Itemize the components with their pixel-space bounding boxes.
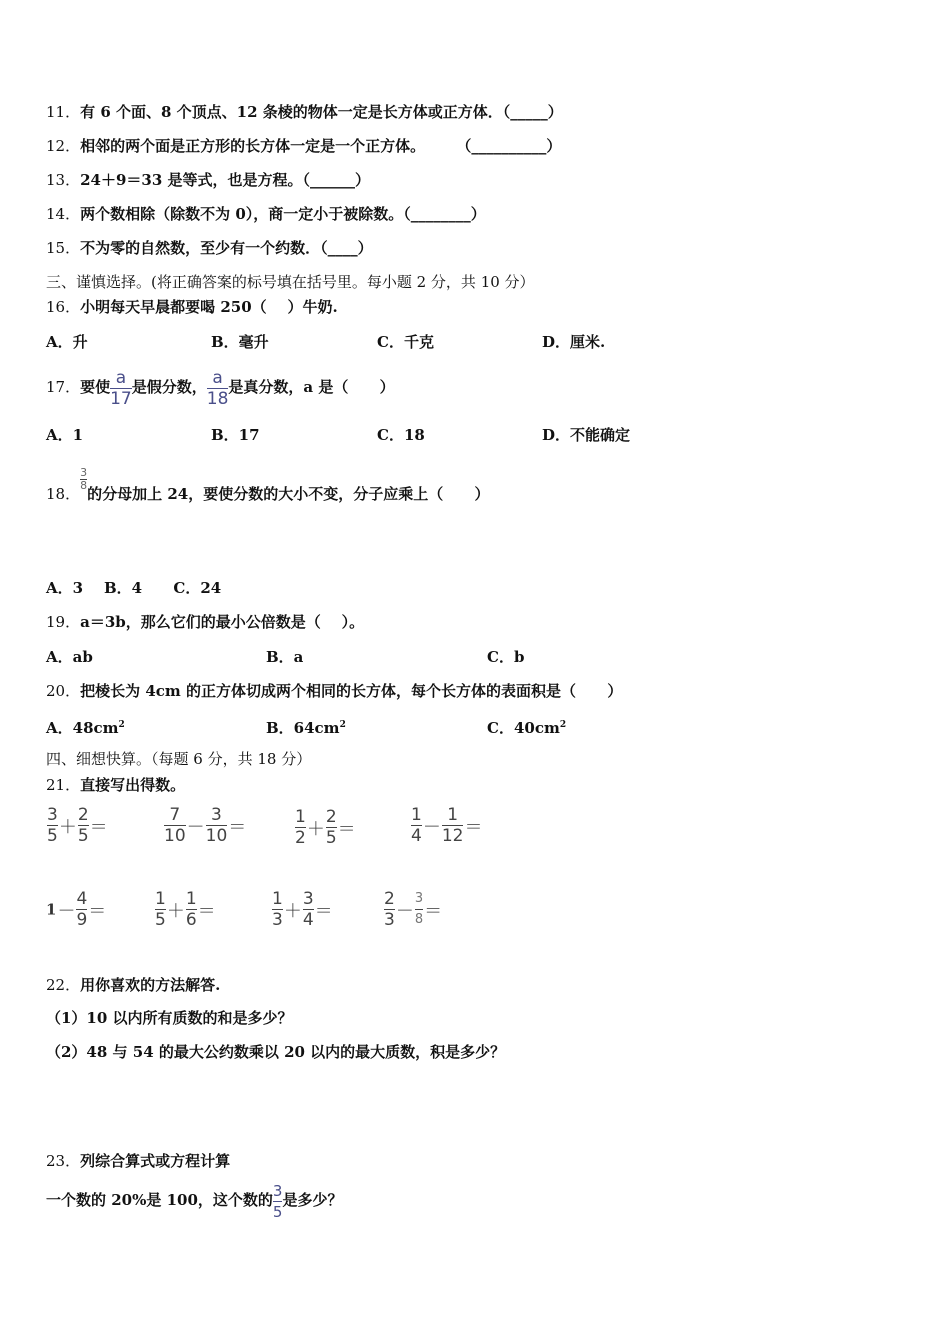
question-21	[46, 775, 185, 795]
fraction: $\frac{1}{2}$	[295, 807, 306, 848]
fraction: $\frac{1}{6}$	[185, 889, 197, 930]
question-22-part-1: （1）10 以内所有质数的和是多少？	[46, 1009, 293, 1027]
question-number: 18．	[46, 485, 81, 503]
expression: $\frac{1}{3}$ ＋ $\frac{3}{4}$ ＝	[272, 889, 333, 930]
option-d: D．不能确定	[542, 426, 631, 444]
question-18	[46, 466, 490, 522]
expression: $\frac{1}{2}$ ＋ $\frac{2}{5}$ ＝	[295, 807, 356, 848]
fraction: $\frac{7}{10}$	[164, 805, 186, 846]
expression: $\frac{1}{4}$ － $\frac{1}{12}$ ＝	[411, 805, 483, 846]
option-c: C．18	[377, 426, 425, 444]
question-number: 20．	[46, 682, 81, 700]
question-text: a＝3b，那么它们的最小公倍数是（ ）。	[80, 613, 365, 631]
section-heading-3: 三、谨慎选择。(将正确答案的标号填在括号里。每小题 2 分，共 10 分）	[46, 273, 535, 291]
fraction: $\frac{3}{4}$	[302, 889, 314, 930]
question-text: 两个数相除（除数不为 0），商一定小于被除数。（________）	[80, 205, 486, 223]
fraction: $\frac{2}{5}$	[325, 807, 337, 848]
fraction-a-over-18: $\frac{a}{18}$	[206, 367, 229, 409]
question-text: 24＋9＝33 是等式，也是方程。（______）	[80, 171, 371, 189]
question-15	[46, 238, 373, 258]
options: A．3 B．4 C．24	[46, 579, 222, 597]
question-19	[46, 612, 364, 632]
question-text-mid: 是假分数，	[131, 378, 207, 396]
question-text: 不为零的自然数，至少有一个约数．（____）	[80, 239, 373, 257]
question-23-problem	[46, 1180, 342, 1221]
option-a: A．升	[46, 333, 88, 351]
problem-text-pre: 一个数的 20%是 100，这个数的	[46, 1191, 273, 1209]
option-c: C．千克	[377, 333, 434, 351]
question-13	[46, 170, 370, 190]
question-text: 直接写出得数。	[80, 776, 186, 794]
question-text-post: 是真分数，a 是（ ）	[228, 378, 395, 396]
option-c: C．$40cm^2$	[487, 719, 567, 737]
expression: $\frac{3}{5}$ ＋ $\frac{2}{5}$ ＝	[47, 805, 108, 846]
question-23	[46, 1151, 230, 1171]
fraction: $\frac{3}{10}$	[205, 805, 228, 846]
question-11	[46, 102, 563, 122]
question-number: 23．	[46, 1152, 81, 1170]
fraction: $\frac{1}{12}$	[441, 805, 464, 846]
question-number: 16．	[46, 298, 81, 316]
option-a: A．ab	[46, 648, 93, 666]
question-12	[46, 136, 561, 156]
question-number: 13．	[46, 171, 81, 189]
option-b: B．毫升	[211, 333, 269, 351]
fraction-3-over-5: $\frac{3}{5}$	[272, 1181, 283, 1221]
fraction: $\frac{4}{9}$	[76, 889, 88, 930]
option-d: D．厘米.	[542, 333, 606, 351]
fraction: $\frac{3}{5}$	[47, 805, 58, 846]
question-number: 14．	[46, 205, 81, 223]
question-text: 把棱长为 4cm 的正方体切成两个相同的长方体，每个长方体的表面积是（ ）	[80, 682, 623, 700]
question-text: 用你喜欢的方法解答.	[80, 976, 221, 994]
question-number: 22．	[46, 976, 81, 994]
fraction: $\frac{3}{8}$	[414, 891, 424, 927]
expression: $\frac{7}{10}$ － $\frac{3}{10}$ ＝	[164, 805, 247, 846]
expression: 1－ $\frac{4}{9}$ ＝	[46, 889, 107, 930]
question-number: 17．	[46, 378, 81, 396]
fraction: $\frac{2}{5}$	[77, 805, 89, 846]
option-b: B．$64cm^2$	[266, 719, 346, 737]
option-b: B．a	[266, 648, 304, 666]
question-text: 的分母加上 24，要使分数的大小不变，分子应乘上（ ）	[87, 485, 490, 503]
option-a: A．1	[46, 426, 84, 444]
problem-text-post: 是多少？	[282, 1191, 343, 1209]
question-14	[46, 204, 486, 224]
question-number: 11．	[46, 103, 81, 121]
fraction: $\frac{1}{4}$	[411, 805, 422, 846]
question-text: 列综合算式或方程计算	[80, 1152, 231, 1170]
question-number: 21．	[46, 776, 81, 794]
question-17	[46, 367, 395, 408]
question-22	[46, 975, 220, 995]
option-a: A．$48cm^2$	[46, 719, 125, 737]
question-number: 15．	[46, 239, 81, 257]
question-number: 12．	[46, 137, 81, 155]
question-20	[46, 681, 622, 701]
question-text: 有 6 个面、8 个顶点、12 条棱的物体一定是长方体或正方体．（_____）	[80, 103, 563, 121]
question-16	[46, 297, 338, 317]
expression: $\frac{1}{5}$ ＋ $\frac{1}{6}$ ＝	[155, 889, 216, 930]
fraction: $\frac{1}{3}$	[272, 889, 283, 930]
option-b: B．17	[211, 426, 260, 444]
fraction: $\frac{1}{5}$	[155, 889, 166, 930]
fraction-3-over-8: $\frac{3}{8}$	[80, 466, 88, 492]
fraction: $\frac{2}{3}$	[384, 889, 395, 930]
section-heading-4: 四、细想快算。（每题 6 分，共 18 分）	[46, 750, 312, 768]
question-text: 相邻的两个面是正方形的长方体一定是一个正方体。 （__________）	[80, 137, 562, 155]
question-text-pre: 要使	[80, 378, 111, 396]
question-number: 19．	[46, 613, 81, 631]
expression: $\frac{2}{3}$ － $\frac{3}{8}$ ＝	[384, 889, 443, 930]
option-c: C．b	[487, 648, 525, 666]
question-22-part-2: （2）48 与 54 的最大公约数乘以 20 以内的最大质数，积是多少？	[46, 1043, 506, 1061]
fraction-a-over-17: $\frac{a}{17}$	[110, 367, 132, 409]
question-text: 小明每天早晨都要喝 250（ ）牛奶.	[80, 298, 338, 316]
